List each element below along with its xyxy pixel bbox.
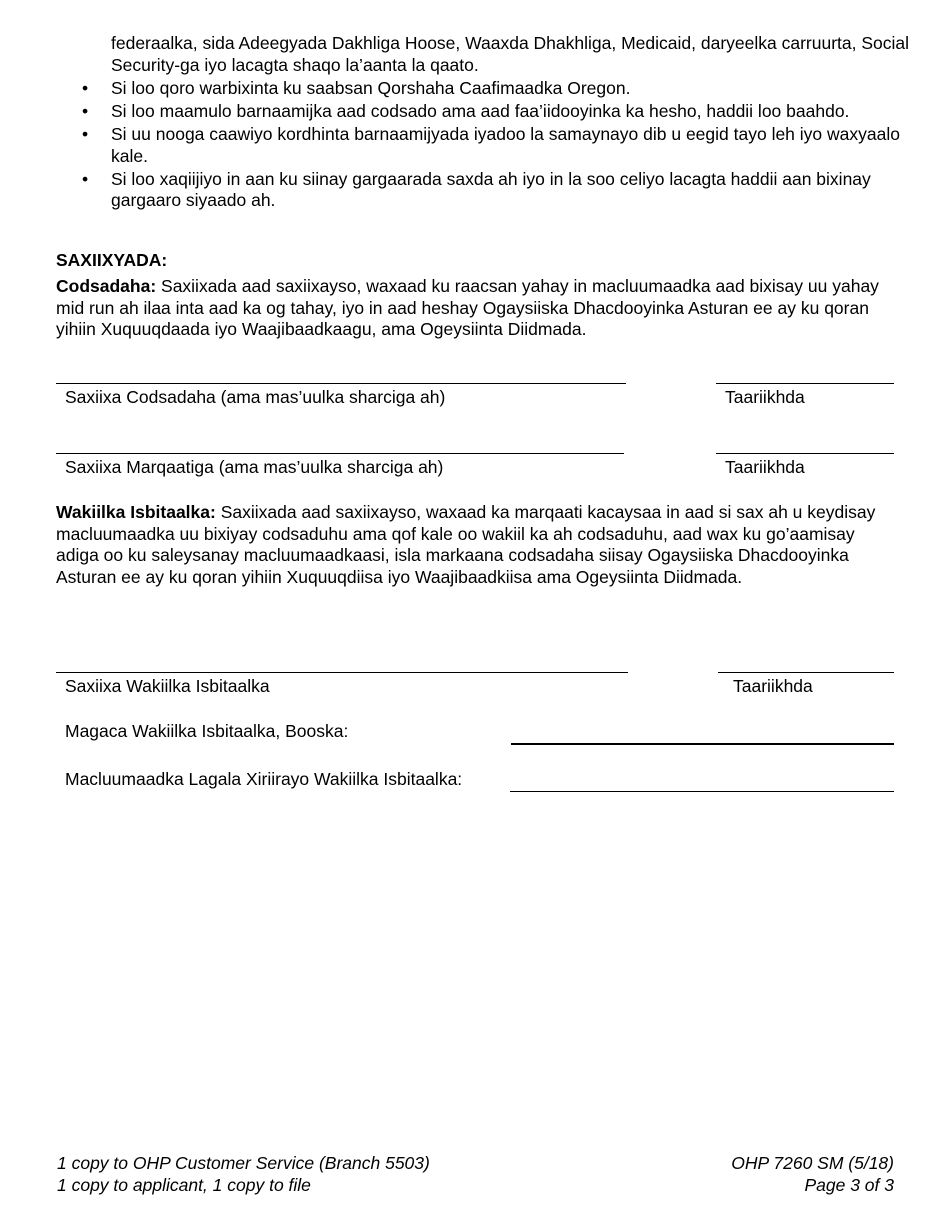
bullet-icon: • — [82, 124, 89, 144]
witness-date-line[interactable] — [716, 453, 894, 454]
witness-signature-line[interactable] — [56, 453, 624, 454]
intro-continuation: federaalka, sida Adeegyada Dakhliga Hoose, Waaxda Dhakhliga, Medicaid, daryeelka carruurta, Social Security-ga iyo lacagta shaqo la’aanta la qaato. — [111, 33, 910, 75]
hospital-rep-signature-line[interactable] — [56, 672, 628, 673]
bullet-list — [82, 78, 912, 213]
applicant-signature-label: Saxiixa Codsadaha (ama mas’uulka sharciga ah) — [65, 387, 446, 407]
rep-contact-label: Macluumaadka Lagala Xiriirayo Wakiilka Isbitaalka: — [65, 769, 463, 789]
applicant-label: Codsadaha: — [56, 276, 157, 296]
footer-form-id: OHP 7260 SM (5/18) — [731, 1153, 894, 1173]
rep-name-booth-field[interactable] — [511, 743, 894, 745]
bullet-icon: • — [82, 168, 89, 189]
bullet-icon: • — [82, 78, 89, 98]
footer-page-number: Page 3 of 3 — [804, 1175, 894, 1195]
applicant-signature-line[interactable] — [56, 383, 626, 384]
witness-date-label: Taariikhda — [725, 457, 805, 477]
list-item: • Si loo maamulo barnaamijka aad codsado ama aad faa’iidooyinka ka hesho, haddii loo baahdo. — [82, 101, 850, 121]
list-item: • Si uu nooga caawiyo kordhinta barnaamijyada iyadoo la samaynayo dib u eegid tayo leh iyo waxyaalo kale. — [82, 124, 900, 166]
rep-name-booth-label: Magaca Wakiilka Isbitaalka, Booska: — [65, 721, 349, 741]
hospital-rep-date-label: Taariikhda — [733, 676, 813, 696]
witness-signature-label: Saxiixa Marqaatiga (ama mas’uulka sharciga ah) — [65, 457, 444, 477]
hospital-rep-label: Wakiilka Isbitaalka: — [56, 502, 216, 522]
hospital-rep-signature-label: Saxiixa Wakiilka Isbitaalka — [65, 676, 270, 696]
hospital-rep-date-line[interactable] — [718, 672, 894, 673]
applicant-date-label: Taariikhda — [725, 387, 805, 407]
section-heading: SAXIIXYADA: — [56, 250, 168, 270]
hospital-rep-paragraph: Wakiilka Isbitaalka: Saxiixada aad saxiixayso, waxaad ka marqaati kacaysaa in aad si sax ah u keydisay macluumaadka uu bixiyay codsaduhu ama qof kale oo wakiil ka ah codsaduhu, aad wax ku go’aamisay adiga oo ku saleysanay macluumaadkaasi, isla markaana codsadaha siisay Ogaysiiska Dhacdooyinka Asturan ee ay ku qoran yihiin Xuquuqdiisa iyo Waajibaadkiisa ama Ogeysiinta Diidmada. — [56, 502, 876, 587]
footer-copy-ohp: 1 copy to OHP Customer Service (Branch 5503) — [57, 1153, 430, 1173]
applicant-paragraph: Codsadaha: Saxiixada aad saxiixayso, waxaad ku raacsan yahay in macluumaadka aad bixisay uu yahay mid run ah ilaa inta aad ka og tahay, iyo in aad heshay Ogaysiiska Dhacdooyinka Asturan ee ay ku qoran yihiin Xuquuqdaada iyo Waajibaadkaagu, ama Ogeysiinta Diidmada. — [56, 276, 879, 339]
list-item: • Si loo xaqiijiyo in aan ku siinay gargaarada saxda ah iyo in la soo celiyo lacagta haddii aan bixinay gargaaro siyaado ah. — [82, 168, 871, 210]
bullet-icon: • — [82, 101, 89, 121]
rep-contact-field[interactable] — [510, 791, 894, 792]
list-item: • Si loo qoro warbixinta ku saabsan Qorshaha Caafimaadka Oregon. — [82, 78, 631, 98]
footer-copy-applicant: 1 copy to applicant, 1 copy to file — [57, 1175, 311, 1195]
applicant-date-line[interactable] — [716, 383, 894, 384]
